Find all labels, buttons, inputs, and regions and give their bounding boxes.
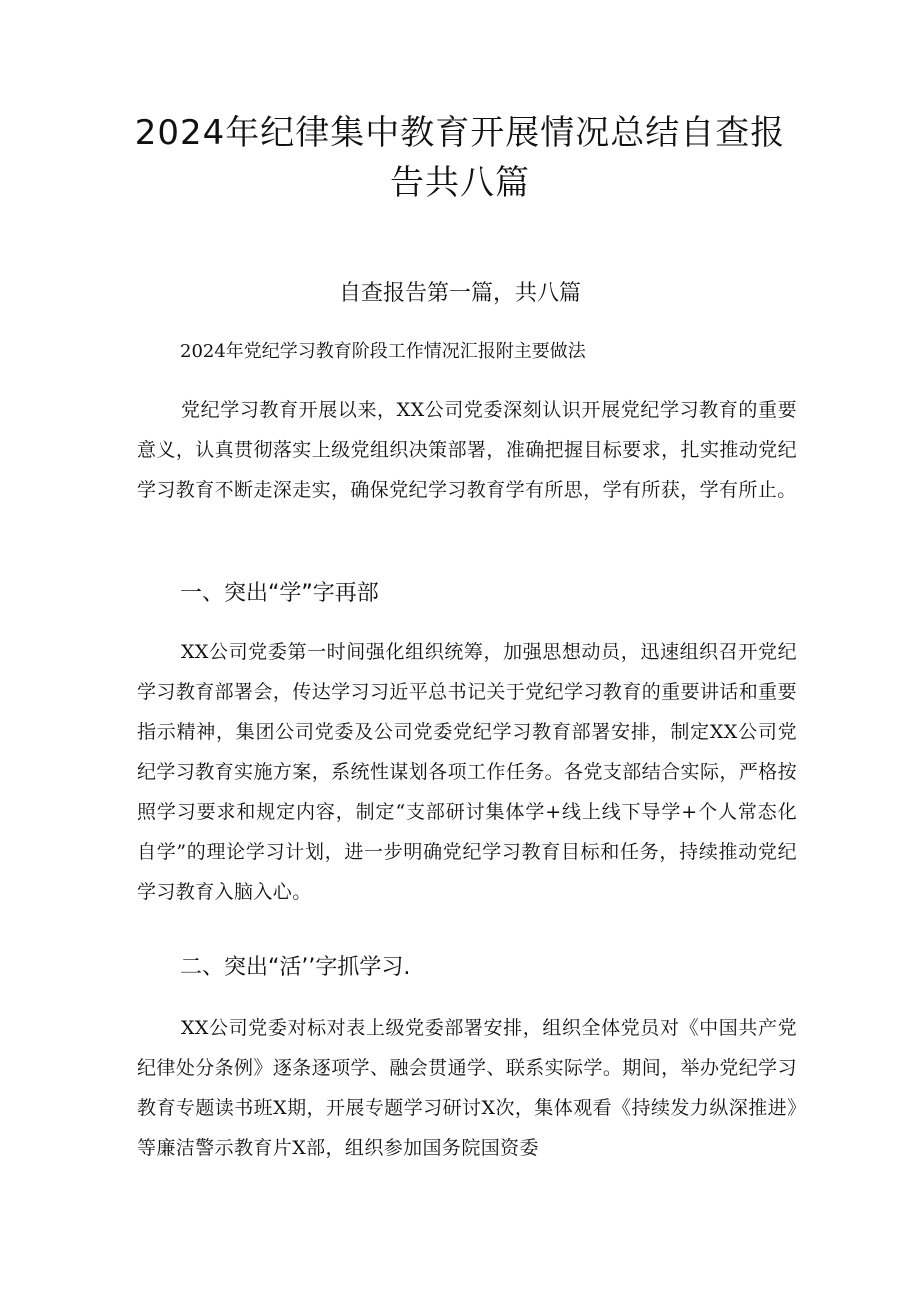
document-subtitle: 自查报告第一篇，共八篇: [338, 281, 581, 306]
section-heading-1: 一、突出“学”字再部: [180, 581, 379, 606]
section-heading-2: 二、突出“活’’字抓学习.: [180, 955, 411, 980]
paragraph-section-2: XX公司党委对标对表上级党委部署安排，组织全体党员对《中国共产党纪律处分条例》逐条逐项学、融会贯通学、联系实际学。期间，举办党纪学习教育专题读书班X期，开展专题学习研讨X次，集体观看《持续发力纵深推进》等廉洁警示教育片X部，组织参加国务院国资委: [137, 1017, 797, 1159]
paragraph-section-1: XX公司党委第一时间强化组织统筹，加强思想动员，迅速组织召开党纪学习教育部署会，传达学习习近平总书记关于党纪学习教育的重要讲话和重要指示精神，集团公司党委及公司党委党纪学习教育部署安排，制定XX公司党纪学习教育实施方案，系统性谋划各项工作任务。各党支部结合实际，严格按照学习要求和规定内容，制定“支部研讨集体学+线上线下导学+个人常态化自学”的理论学习计划，进一步明确党纪学习教育目标和任务，持续推动党纪学习教育入脑入心。: [137, 641, 797, 903]
paragraph-intro: 党纪学习教育开展以来，XX公司党委深刻认识开展党纪学习教育的重要意义，认真贯彻落实上级党组织决策部署，准确把握目标要求，扎实推动党纪学习教育不断走深走实，确保党纪学习教育学有所思，学有所获，学有所止。: [137, 399, 797, 501]
document-title: 2024年纪律集中教育开展情况总结自查报告共八篇: [134, 113, 786, 203]
lead-line: 2024年党纪学习教育阶段工作情况汇报附主要做法: [180, 341, 586, 362]
